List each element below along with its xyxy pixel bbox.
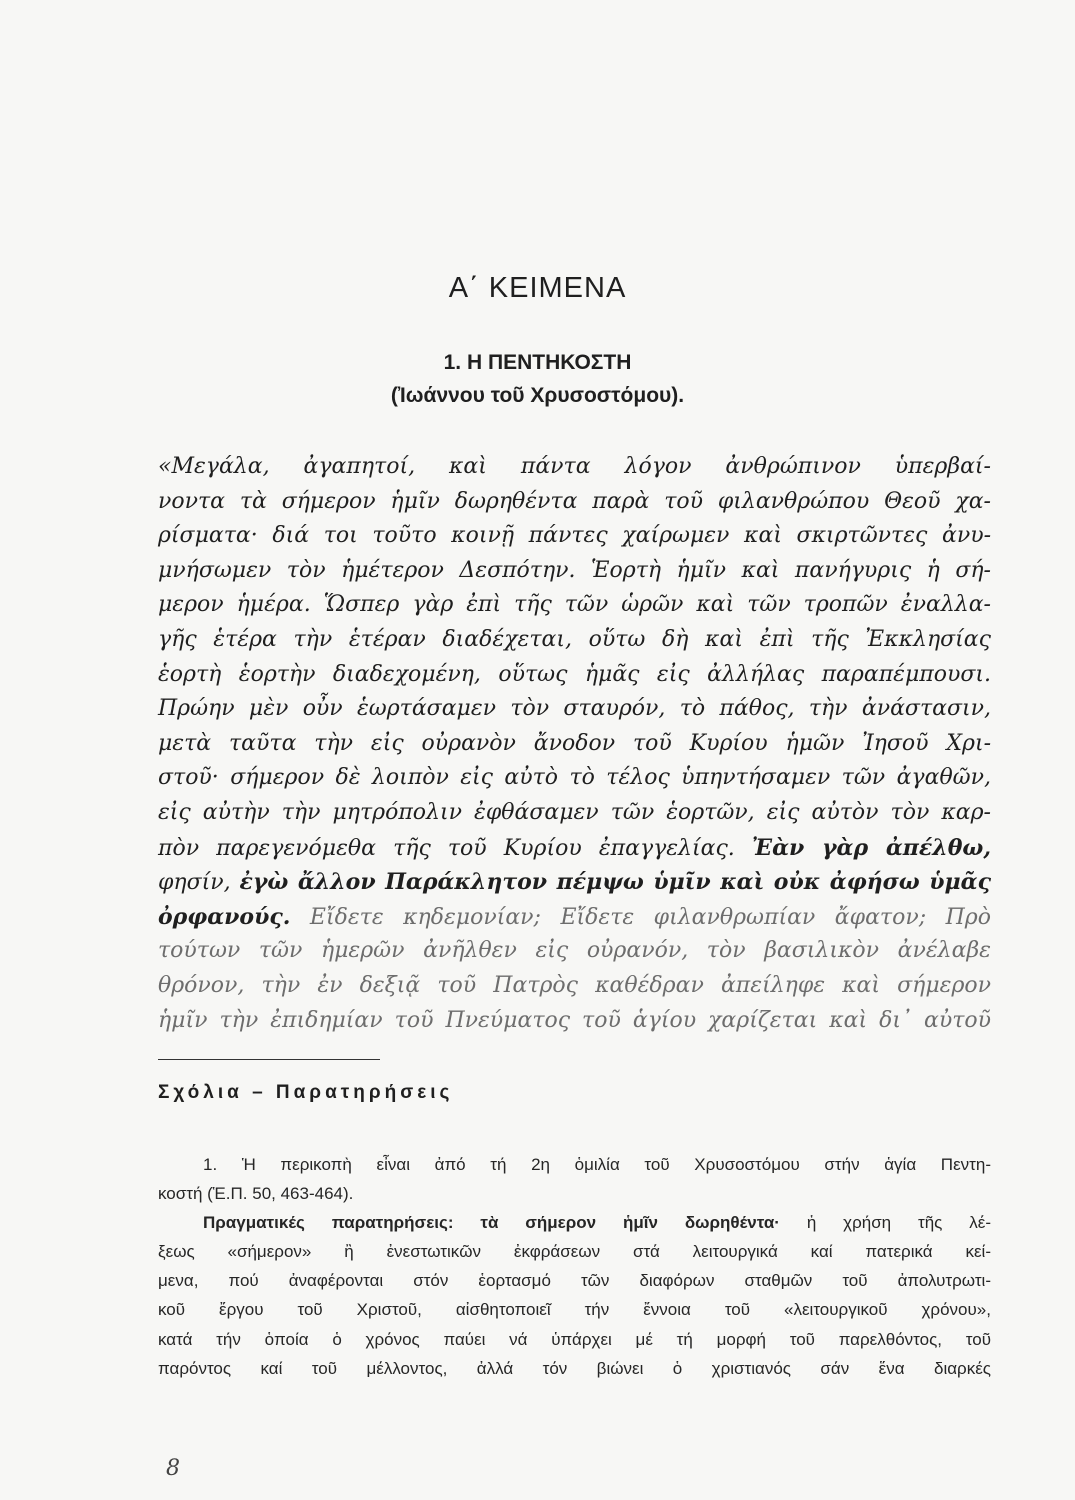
- main-text-fragment: φησίν,: [158, 870, 231, 896]
- footnote-divider: [158, 1059, 380, 1060]
- notes-title: Σχόλια – Παρατηρήσεις: [158, 1082, 454, 1103]
- main-text-line: [158, 831, 991, 866]
- main-text-line: [158, 865, 991, 900]
- note-line: κοῦ ἔργου τοῦ Χριστοῦ, αἰσθητοποιεῖ τήν ἔννοια τοῦ «λειτουργικοῦ χρόνου»,: [158, 1300, 991, 1320]
- text-heading: 1. Η ΠΕΝΤΗΚΟΣΤΗ: [443, 351, 632, 374]
- page-number: 8: [166, 1456, 180, 1481]
- section-title: Α΄ ΚΕΙΜΕΝΑ: [448, 272, 627, 304]
- text-subheading: (Ἰωάννου τοῦ Χρυσοστόμου).: [390, 384, 685, 407]
- main-text-fragment: πὸν παρεγενόμεθα τῆς τοῦ Κυρίου ἐπαγγελίας.: [158, 835, 735, 861]
- notes-section: [158, 1150, 991, 1383]
- note-line: παρόντος καί τοῦ μέλλοντος, ἀλλά τόν βιώνει ὁ χριστιανός σάν ἕνα διαρκές: [158, 1358, 991, 1378]
- bold-quote: ὀρφανούς.: [158, 903, 291, 930]
- main-text-line: θρόνον, τὴν ἐν δεξιᾷ τοῦ Πατρὸς καθέδραν ἀπείληφε καὶ σήμερον: [158, 972, 991, 998]
- main-text-line: Πρώην μὲν οὖν ἑωρτάσαμεν τὸν σταυρόν, τὸ πάθος, τὴν ἀνάστασιν,: [158, 696, 991, 722]
- note-fragment: ἡ χρήση τῆς λέ-: [806, 1213, 991, 1233]
- bold-quote: ἐγὼ ἄλλον Παράκλητον πέμψω ὑμῖν καὶ οὐκ ἀφήσω ὑμᾶς: [239, 869, 991, 896]
- note-line: ξεως «σήμερον» ἢ ἐνεστωτικῶν ἐκφράσεων στά λειτουργικά καί πατερικά κεί-: [158, 1242, 991, 1262]
- main-text-line: τούτων τῶν ἡμερῶν ἀνῆλθεν εἰς οὐρανόν, τὸν βασιλικὸν ἀνέλαβε: [158, 938, 991, 964]
- note-line: [158, 1208, 991, 1237]
- note-line: κατά τήν ὁποία ὁ χρόνος παύει νά ὑπάρχει μέ τή μορφή τοῦ παρελθόντος, τοῦ: [158, 1329, 991, 1349]
- main-text-line: ἑορτὴ ἑορτὴν διαδεχομένη, οὕτως ἡμᾶς εἰς ἀλλήλας παραπέμπουσι.: [158, 661, 991, 687]
- main-text-line: μερον ἡμέρα. Ὥσπερ γὰρ ἐπὶ τῆς τῶν ὡρῶν καὶ τῶν τροπῶν ἐναλλα-: [158, 592, 991, 618]
- main-text-line: ἡμῖν τὴν ἐπιδημίαν τοῦ Πνεύματος τοῦ ἁγίου χαρίζεται καὶ δι᾽ αὐτοῦ: [158, 1007, 991, 1033]
- main-text-line: νοντα τὰ σήμερον ἡμῖν δωρηθέντα παρὰ τοῦ φιλανθρώπου Θεοῦ χα-: [158, 488, 991, 514]
- main-text-fragment: Εἴδετε κηδεμονίαν; Εἴδετε φιλανθρωπίαν ἄφατον; Πρὸ: [309, 904, 991, 930]
- bold-quote: Ἐὰν γὰρ ἀπέλθω,: [751, 834, 991, 861]
- main-text-line: «Μεγάλα, ἀγαπητοί, καὶ πάντα λόγον ἀνθρώπινον ὑπερβαί-: [158, 454, 991, 479]
- note-line: 1. Ἡ περικοπὴ εἶναι ἀπό τή 2η ὁμιλία τοῦ Χρυσοστόμου στήν ἁγία Πεντη-: [203, 1155, 991, 1174]
- main-text: [158, 450, 991, 1038]
- main-text-line: στοῦ· σήμερον δὲ λοιπὸν εἰς αὐτὸ τὸ τέλος ὑπηντήσαμεν τῶν ἀγαθῶν,: [158, 765, 991, 791]
- main-text-line: μνήσωμεν τὸν ἡμέτερον Δεσπότην. Ἑορτὴ ἡμῖν καὶ πανήγυρις ἡ σή-: [158, 557, 991, 583]
- main-text-line: μετὰ ταῦτα τὴν εἰς οὐρανὸν ἄνοδον τοῦ Κυρίου ἡμῶν Ἰησοῦ Χρι-: [158, 730, 991, 756]
- note-line: μενα, πού ἀναφέρονται στόν ἑορτασμό τῶν διαφόρων σταθμῶν τοῦ ἀπολυτρωτι-: [158, 1271, 991, 1291]
- main-text-line: γῆς ἑτέρα τὴν ἑτέραν διαδέχεται, οὕτω δὴ καὶ ἐπὶ τῆς Ἐκκλησίας: [158, 626, 991, 652]
- note-bold-heading: Πραγματικές παρατηρήσεις: τὰ σήμερον ἡμῖν δωρηθέντα·: [203, 1213, 780, 1233]
- main-text-line: εἰς αὐτὴν τὴν μητρόπολιν ἐφθάσαμεν τῶν ἑορτῶν, εἰς αὐτὸν τὸν καρ-: [158, 799, 991, 825]
- note-line: κοστή (Ἑ.Π. 50, 463-464).: [158, 1184, 354, 1204]
- main-text-line: [158, 900, 991, 935]
- main-text-line: ρίσματα· διά τοι τοῦτο κοινῇ πάντες χαίρωμεν καὶ σκιρτῶντες ἀνυ-: [158, 523, 991, 549]
